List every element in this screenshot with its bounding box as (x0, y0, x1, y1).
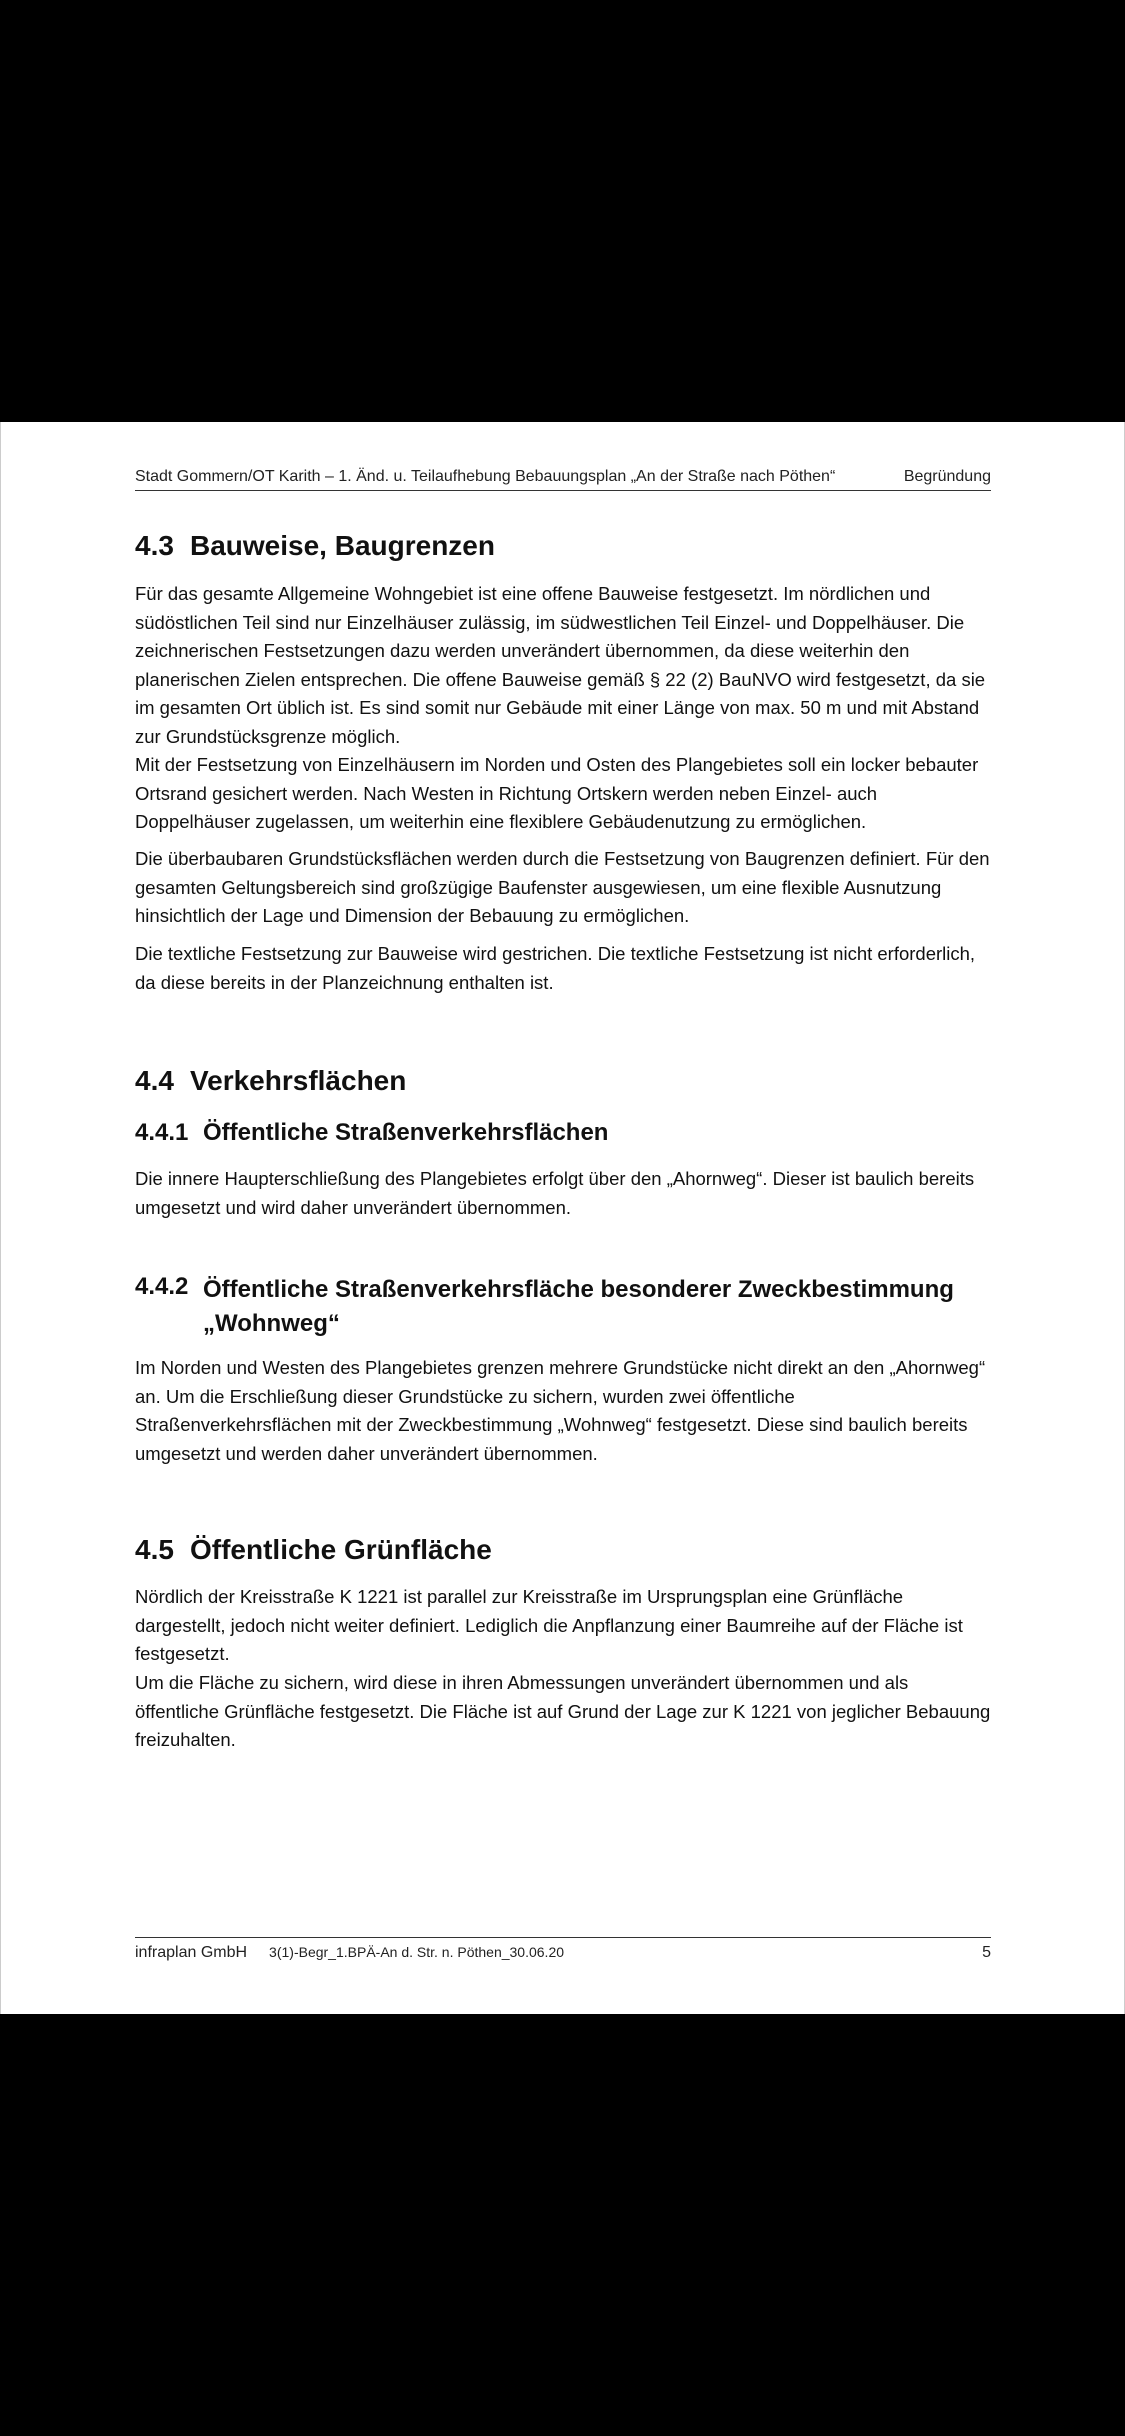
header-section-label: Begründung (903, 468, 991, 485)
footer-filename: 3(1)-Begr_1.BPÄ-An d. Str. n. Pöthen_30.06.20 (269, 1944, 565, 1960)
heading-title: Bauweise, Baugrenzen (190, 530, 495, 561)
page-footer (135, 1937, 991, 1962)
paragraph-4-4-1-1: Die innere Haupterschließung des Plangebietes erfolgt über den „Ahornweg“. Dieser ist baulich bereits umgesetzt und wird daher unverändert übernommen. (135, 1168, 975, 1218)
paragraph-4-3-3: Die überbaubaren Grundstücksflächen werden durch die Festsetzung von Baugrenzen definiert. Für den gesamten Geltungsbereich sind großzügige Baufenster ausgewiesen, um eine flexible Ausnutzung hinsichtlich der Lage und Dimension der Bebauung zu ermöglichen. (135, 848, 990, 926)
heading-number: 4.5 (135, 1534, 174, 1565)
heading-4-4 (135, 1065, 406, 1097)
document-page (0, 422, 1125, 2014)
heading-4-5 (135, 1534, 492, 1566)
heading-number: 4.4 (135, 1065, 174, 1096)
heading-number: 4.3 (135, 530, 174, 561)
paragraph-4-5-1: Nördlich der Kreisstraße K 1221 ist parallel zur Kreisstraße im Ursprungsplan eine Grünfläche dargestellt, jedoch nicht weiter definiert. Lediglich die Anpflanzung einer Baumreihe auf der Fläche ist festgesetzt. (135, 1586, 963, 1664)
page-content (135, 422, 991, 2014)
heading-4-3 (135, 530, 495, 562)
heading-title: Verkehrsflächen (190, 1065, 407, 1096)
heading-4-4-1 (135, 1119, 991, 1147)
heading-number: 4.4.2 (135, 1273, 189, 1300)
heading-title: Öffentliche Straßenverkehrsflächen (203, 1119, 609, 1146)
heading-title: Öffentliche Grünfläche (190, 1534, 492, 1565)
page-header (135, 462, 991, 491)
heading-number: 4.4.1 (135, 1119, 189, 1146)
page-number: 5 (982, 1944, 991, 1961)
header-title: Stadt Gommern/OT Karith – 1. Änd. u. Teilaufhebung Bebauungsplan „An der Straße nach Pöthen“ (135, 468, 836, 485)
paragraph-4-3-2: Mit der Festsetzung von Einzelhäusern im Norden und Osten des Plangebietes soll ein locker bebauter Ortsrand gesichert werden. Nach Westen in Richtung Ortskern werden neben Einzel- auch Doppelhäuser zugelassen, um weiterhin eine flexiblere Gebäudenutzung zu ermöglichen. (135, 754, 979, 832)
paragraph-4-3-1: Für das gesamte Allgemeine Wohngebiet ist eine offene Bauweise festgesetzt. Im nördlichen und südöstlichen Teil sind nur Einzelhäuser zulässig, im südwestlichen Teil Einzel- und Doppelhäuser. Die zeichnerischen Festsetzungen dazu werden unverändert übernommen, da diese weiterhin den planerischen Zielen entsprechen. Die offene Bauweise gemäß § 22 (2) BauNVO wird festgesetzt, da sie im gesamten Ort üblich ist. Es sind somit nur Gebäude mit einer Länge von max. 50 m und mit Abstand zur Grundstücksgrenze möglich. (135, 583, 986, 747)
paragraph-4-4-2-1: Im Norden und Westen des Plangebietes grenzen mehrere Grundstücke nicht direkt an den „Ahornweg“ an. Um die Erschließung dieser Grundstücke zu sichern, wurden zwei öffentliche Straßenverkehrsflächen mit der Zweckbestimmung „Wohnweg“ festgesetzt. Diese sind baulich bereits umgesetzt und werden daher unverändert übernommen. (135, 1357, 986, 1464)
footer-company: infraplan GmbH (135, 1944, 248, 1961)
paragraph-4-5-2: Um die Fläche zu sichern, wird diese in ihren Abmessungen unverändert übernommen und als öffentliche Grünfläche festgesetzt. Die Fläche ist auf Grund der Lage zur K 1221 von jeglicher Bebauung freizuhalten. (135, 1672, 991, 1750)
heading-title: Öffentliche Straßenverkehrsfläche besonderer Zweckbestimmung „Wohnweg“ (203, 1276, 954, 1337)
heading-4-4-2 (135, 1273, 991, 1341)
paragraph-4-3-4: Die textliche Festsetzung zur Bauweise wird gestrichen. Die textliche Festsetzung ist nicht erforderlich, da diese bereits in der Planzeichnung enthalten ist. (135, 943, 976, 993)
